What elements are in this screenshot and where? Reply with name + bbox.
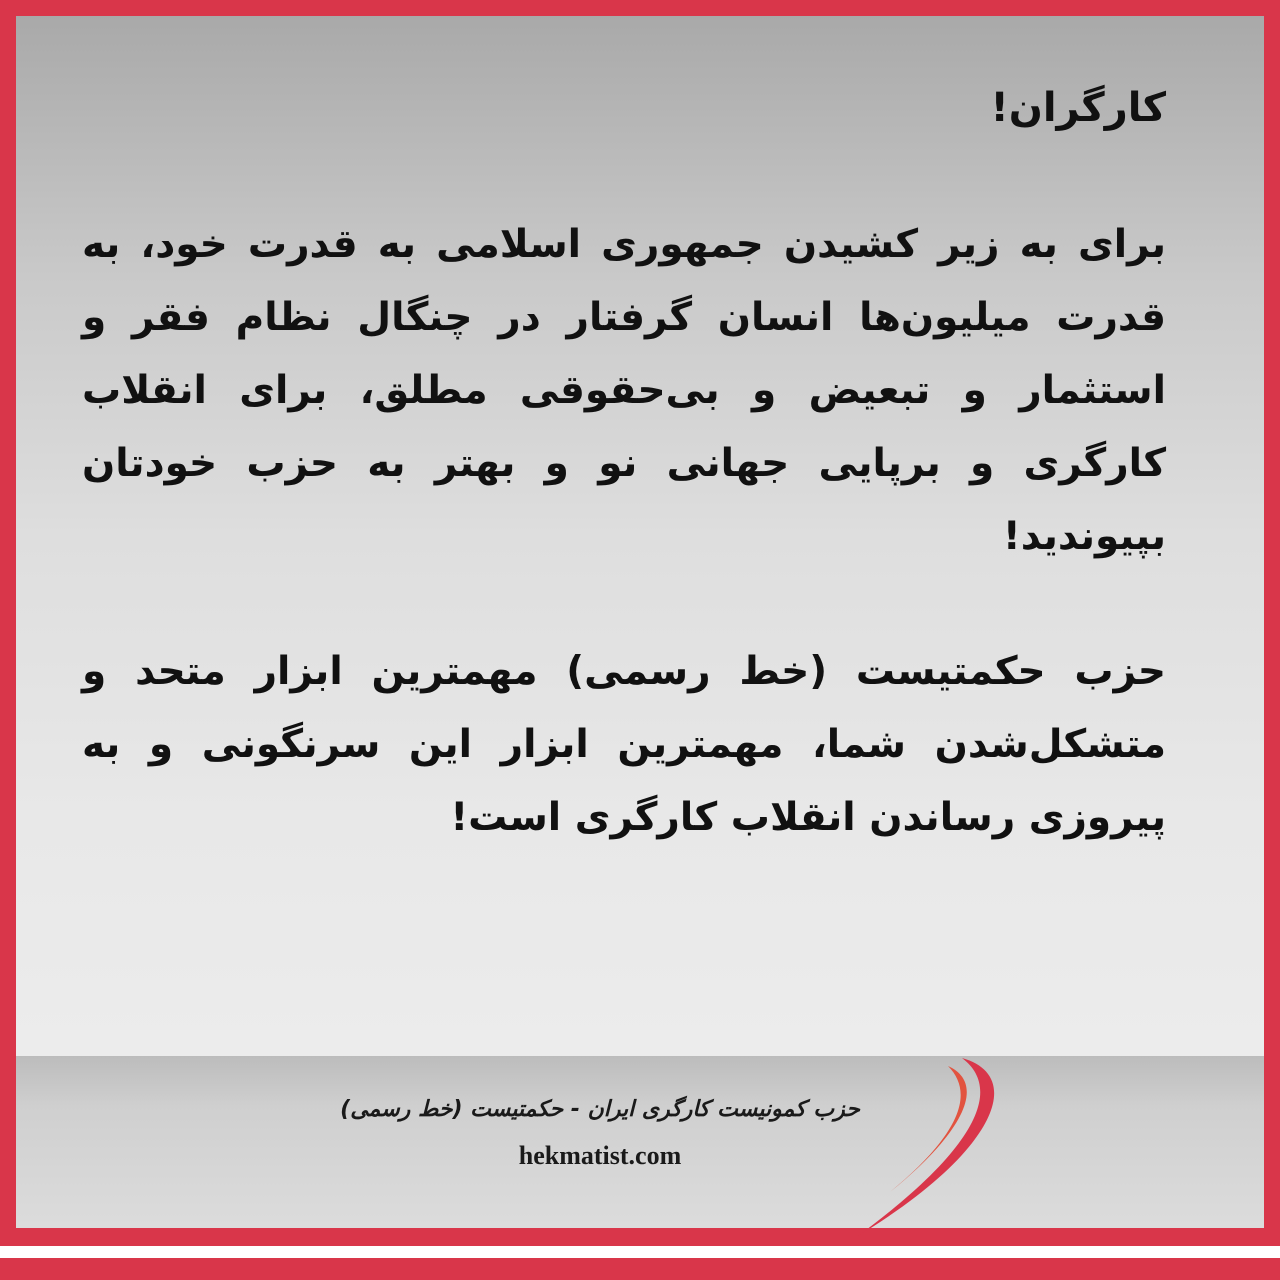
paragraph-2: حزب حکمتیست (خط رسمی) مهمترین ابزار متحد و متشکل‌شدن شما، مهمترین ابزار این سرنگونی و به پیروزی رساندن انقلاب کارگری است! (82, 649, 1166, 840)
page-heading: کارگران! (990, 85, 1166, 131)
border-right (1264, 0, 1280, 1228)
bottom-strip (0, 1258, 1280, 1280)
main-text (82, 78, 1166, 854)
border-left (0, 0, 16, 1228)
footer-website: hekmatist.com (518, 1141, 682, 1170)
footer (260, 1090, 940, 1180)
border-top (0, 0, 1280, 16)
footer-organization: حزب کمونیست کارگری ایران - حکمتیست (خط رسمی) (340, 1097, 860, 1122)
paragraph-1: برای به زیر کشیدن جمهوری اسلامی به قدرت خود، به قدرت میلیون‌ها انسان گرفتار در چنگال نظام فقر و استثمار و تبعیض و بی‌حقوقی مطلق، برای انقلاب کارگری و برپایی جهانی نو و بهتر به حزب خودتان بپیوندید! (82, 222, 1166, 559)
border-bottom (0, 1228, 1280, 1246)
bottom-gap (0, 1246, 1280, 1258)
